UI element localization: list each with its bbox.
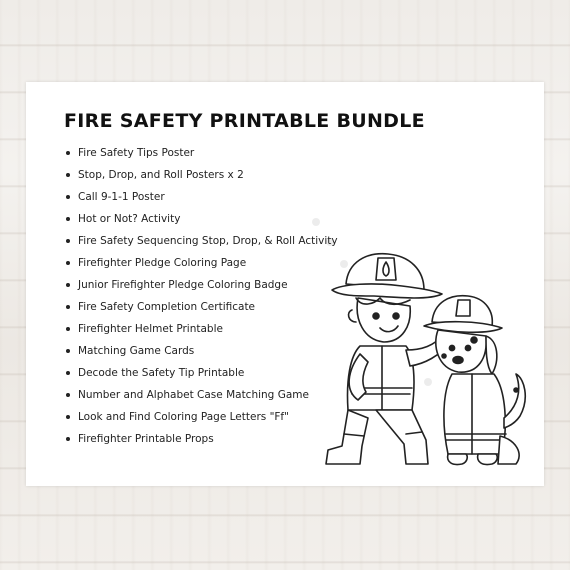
list-item — [66, 208, 338, 230]
bullet-icon — [66, 173, 70, 177]
list-item-label: Junior Firefighter Pledge Coloring Badge — [78, 279, 288, 291]
list-item — [66, 340, 338, 362]
bundle-item-list — [66, 142, 338, 450]
list-item — [66, 186, 338, 208]
list-item-label: Fire Safety Sequencing Stop, Drop, & Roll Activity — [78, 235, 338, 247]
page-title: FIRE SAFETY PRINTABLE BUNDLE — [64, 110, 425, 132]
list-item-label: Stop, Drop, and Roll Posters x 2 — [78, 169, 244, 181]
list-item-label: Hot or Not? Activity — [78, 213, 181, 225]
list-item — [66, 252, 338, 274]
list-item — [66, 164, 338, 186]
list-item — [66, 142, 338, 164]
list-item-label: Look and Find Coloring Page Letters "Ff" — [78, 411, 289, 423]
bullet-icon — [66, 195, 70, 199]
list-item — [66, 384, 338, 406]
bullet-icon — [66, 437, 70, 441]
list-item — [66, 428, 338, 450]
firefighter-illustration — [302, 250, 544, 472]
list-item — [66, 318, 338, 340]
bullet-icon — [66, 327, 70, 331]
list-item-label: Number and Alphabet Case Matching Game — [78, 389, 309, 401]
product-card — [26, 82, 544, 486]
list-item — [66, 274, 338, 296]
list-item — [66, 406, 338, 428]
bullet-icon — [66, 283, 70, 287]
boy-helmet — [332, 254, 442, 298]
list-item — [66, 296, 338, 318]
bullet-icon — [66, 305, 70, 309]
list-item-label: Matching Game Cards — [78, 345, 195, 357]
dalmatian-dog — [424, 296, 525, 465]
list-item-label: Firefighter Helmet Printable — [78, 323, 223, 335]
bullet-icon — [66, 393, 70, 397]
list-item-label: Fire Safety Completion Certificate — [78, 301, 256, 313]
bullet-icon — [66, 261, 70, 265]
list-item-label: Firefighter Pledge Coloring Page — [78, 257, 247, 269]
bullet-icon — [66, 217, 70, 221]
bullet-icon — [66, 151, 70, 155]
boy-head — [349, 298, 411, 342]
list-item — [66, 230, 338, 252]
list-item — [66, 362, 338, 384]
boy-body — [326, 334, 450, 464]
bullet-icon — [66, 371, 70, 375]
list-item-label: Call 9-1-1 Poster — [78, 191, 165, 203]
list-item-label: Firefighter Printable Props — [78, 433, 214, 445]
bullet-icon — [66, 349, 70, 353]
list-item-label: Fire Safety Tips Poster — [78, 147, 195, 159]
bullet-icon — [66, 415, 70, 419]
list-item-label: Decode the Safety Tip Printable — [78, 367, 245, 379]
bullet-icon — [66, 239, 70, 243]
